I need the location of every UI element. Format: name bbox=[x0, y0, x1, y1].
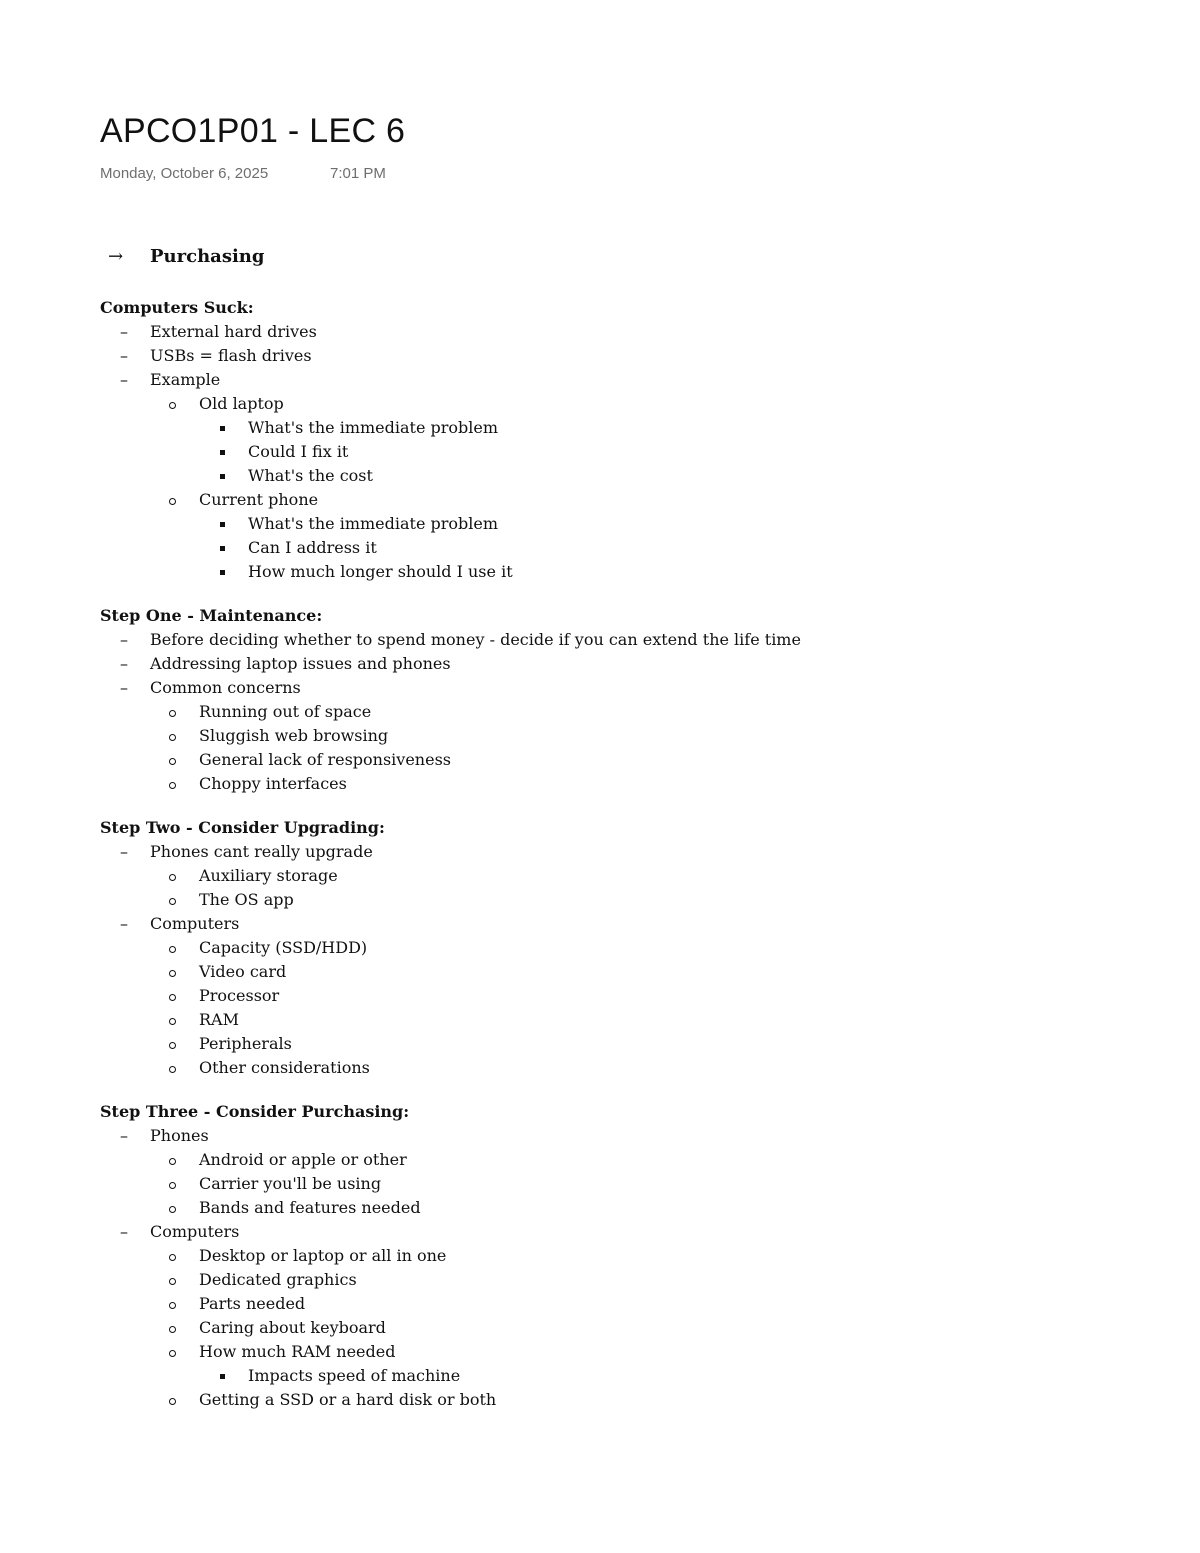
list-item bbox=[100, 960, 1100, 984]
list-item-text: Computers bbox=[150, 914, 240, 933]
purchasing-heading bbox=[108, 246, 264, 267]
list-item-text: Peripherals bbox=[199, 1034, 292, 1053]
list-item bbox=[100, 536, 1100, 560]
list-item-text: How much RAM needed bbox=[199, 1342, 396, 1361]
list-item bbox=[100, 628, 1100, 652]
list-item-text: Could I fix it bbox=[248, 442, 349, 461]
list-item-text: Current phone bbox=[199, 490, 319, 509]
list-item-text: Addressing laptop issues and phones bbox=[150, 654, 451, 673]
list-item bbox=[100, 1148, 1100, 1172]
list-item-text: Getting a SSD or a hard disk or both bbox=[199, 1390, 497, 1409]
page-meta bbox=[100, 165, 386, 182]
list-item-text: Before deciding whether to spend money - decide if you can extend the life time bbox=[150, 630, 801, 649]
list-item bbox=[100, 1292, 1100, 1316]
list-item-text: External hard drives bbox=[150, 322, 317, 341]
list-item-text: Sluggish web browsing bbox=[199, 726, 389, 745]
list-item bbox=[100, 1340, 1100, 1364]
list-item-text: RAM bbox=[199, 1010, 239, 1029]
list-item bbox=[100, 1364, 1100, 1388]
section-heading: Step Two - Consider Upgrading: bbox=[100, 818, 385, 837]
dash-bullet-icon bbox=[120, 628, 128, 652]
list-item-text: Auxiliary storage bbox=[199, 866, 338, 885]
dash-bullet-icon bbox=[120, 320, 128, 344]
list-item-text: Running out of space bbox=[199, 702, 372, 721]
list-item bbox=[100, 864, 1100, 888]
list-item-text: How much longer should I use it bbox=[248, 562, 513, 581]
list-item-text: Capacity (SSD/HDD) bbox=[199, 938, 368, 957]
section-heading: Step One - Maintenance: bbox=[100, 606, 323, 625]
list-item bbox=[100, 1220, 1100, 1244]
page-date: Monday, October 6, 2025 bbox=[100, 165, 269, 182]
list-item-text: Android or apple or other bbox=[199, 1150, 407, 1169]
list-item-text: Can I address it bbox=[248, 538, 377, 557]
clipped-continuation bbox=[100, 1412, 1100, 1420]
list-item bbox=[100, 1388, 1100, 1412]
list-item bbox=[100, 724, 1100, 748]
list-item-text: What's the immediate problem bbox=[248, 418, 499, 437]
dash-bullet-icon bbox=[120, 344, 128, 368]
page-time: 7:01 PM bbox=[330, 165, 386, 182]
list-item-text: Dedicated graphics bbox=[199, 1270, 357, 1289]
notes-body bbox=[100, 296, 1100, 1440]
list-item bbox=[100, 1056, 1100, 1080]
list-item-text: USBs = flash drives bbox=[150, 346, 312, 365]
list-item bbox=[100, 416, 1100, 440]
list-item bbox=[100, 912, 1100, 936]
list-item bbox=[100, 888, 1100, 912]
list-item bbox=[100, 1316, 1100, 1340]
list-item bbox=[100, 936, 1100, 960]
list-item-text: Video card bbox=[199, 962, 287, 981]
section-step-three bbox=[100, 1100, 1100, 1420]
list-item-text: The OS app bbox=[199, 890, 294, 909]
list-item bbox=[100, 1244, 1100, 1268]
list-item-text: Old laptop bbox=[199, 394, 284, 413]
dash-bullet-icon bbox=[120, 676, 128, 700]
dash-bullet-icon bbox=[120, 1124, 128, 1148]
list-item-text: Phones cant really upgrade bbox=[150, 842, 373, 861]
list-item bbox=[100, 1172, 1100, 1196]
section-heading: Computers Suck: bbox=[100, 298, 254, 317]
list-item-text: Impacts speed of machine bbox=[248, 1366, 461, 1385]
list-item bbox=[100, 840, 1100, 864]
list-item-text: Caring about keyboard bbox=[199, 1318, 386, 1337]
list-item-text: Choppy interfaces bbox=[199, 774, 347, 793]
section-heading: Step Three - Consider Purchasing: bbox=[100, 1102, 410, 1121]
list-item bbox=[100, 560, 1100, 584]
list-item-text: Carrier you'll be using bbox=[199, 1174, 382, 1193]
list-item-text: Other considerations bbox=[199, 1058, 370, 1077]
purchasing-label: Purchasing bbox=[150, 246, 265, 267]
list-item-text: Example bbox=[150, 370, 221, 389]
section-computers-suck bbox=[100, 296, 1100, 584]
list-item bbox=[100, 1196, 1100, 1220]
list-item-text: What's the immediate problem bbox=[248, 514, 499, 533]
list-item bbox=[100, 652, 1100, 676]
list-item bbox=[100, 368, 1100, 392]
list-item bbox=[100, 320, 1100, 344]
list-item-text: Desktop or laptop or all in one bbox=[199, 1246, 447, 1265]
list-item-text: Parts needed bbox=[199, 1294, 306, 1313]
list-item bbox=[100, 676, 1100, 700]
dash-bullet-icon bbox=[120, 840, 128, 864]
page-title: APCO1P01 - LEC 6 bbox=[100, 112, 406, 150]
dash-bullet-icon bbox=[120, 912, 128, 936]
dash-bullet-icon bbox=[120, 652, 128, 676]
list-item bbox=[100, 984, 1100, 1008]
list-item bbox=[100, 344, 1100, 368]
list-item bbox=[100, 700, 1100, 724]
list-item bbox=[100, 1124, 1100, 1148]
list-item bbox=[100, 772, 1100, 796]
list-item bbox=[100, 1268, 1100, 1292]
list-item-text: Processor bbox=[199, 986, 280, 1005]
list-item bbox=[100, 464, 1100, 488]
list-item bbox=[100, 488, 1100, 512]
list-item bbox=[100, 1008, 1100, 1032]
list-item bbox=[100, 440, 1100, 464]
section-step-two bbox=[100, 816, 1100, 1080]
section-step-one bbox=[100, 604, 1100, 796]
list-item bbox=[100, 1032, 1100, 1056]
list-item-text: Common concerns bbox=[150, 678, 301, 697]
list-item-text: Bands and features needed bbox=[199, 1198, 421, 1217]
dash-bullet-icon bbox=[120, 1220, 128, 1244]
list-item-text: Phones bbox=[150, 1126, 209, 1145]
list-item-text: Computers bbox=[150, 1222, 240, 1241]
list-item bbox=[100, 392, 1100, 416]
list-item-text: What's the cost bbox=[248, 466, 373, 485]
list-item bbox=[100, 748, 1100, 772]
dash-bullet-icon bbox=[120, 368, 128, 392]
right-arrow-icon: → bbox=[108, 246, 124, 267]
list-item bbox=[100, 512, 1100, 536]
list-item-text: General lack of responsiveness bbox=[199, 750, 451, 769]
